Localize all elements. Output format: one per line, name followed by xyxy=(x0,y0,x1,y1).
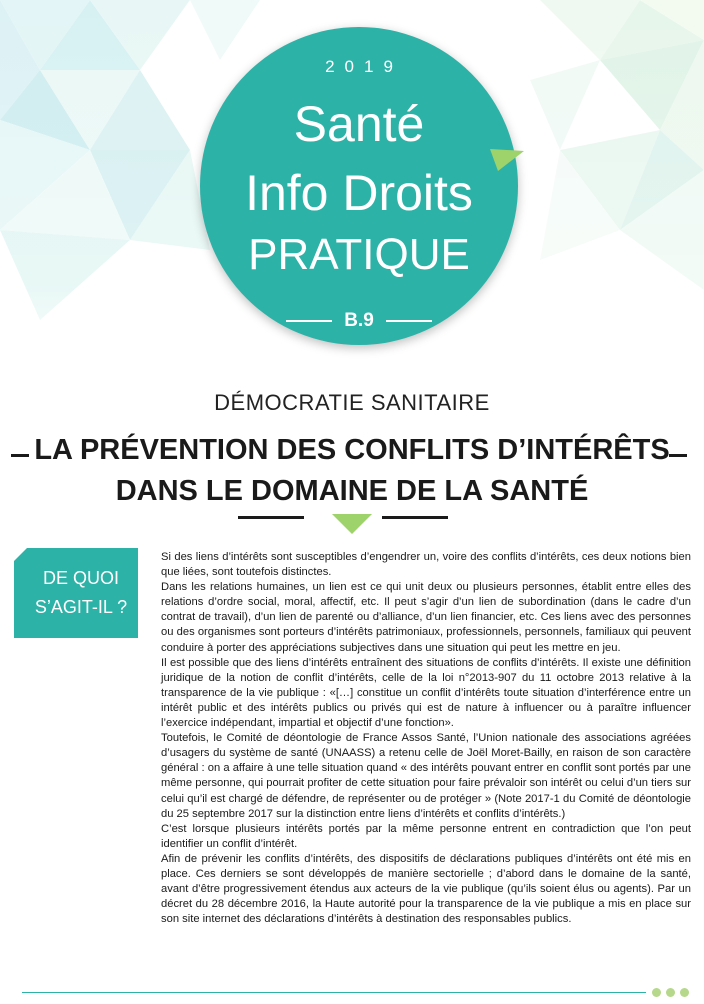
body-paragraph: Si des liens d’intérêts sont susceptibles d’engendrer un, voire des conflits d’intérêts, ces deux notions bien que liées, sont toutefois distinctes. xyxy=(161,551,691,579)
badge-title-line3: PRATIQUE xyxy=(248,230,470,279)
title-separator xyxy=(0,514,704,538)
body-paragraph: Toutefois, le Comité de déontologie de France Assos Santé, l’Union nationale des associations agréées d’usagers du système de santé (UNAASS) a retenu celle de Joël Moret-Bailly, en raison de son caractère général : on a affaire à une telle situation quand « des intérêts pouvant entrer en conflit sont portés par une même personne, qui pourrait profiter de cette situation pour faire prévaloir son intérêt ou celui d’un tiers sur celui qu’il est chargé de défendre, de représenter ou de protéger » (Note 2017-1 du Comité de déontologie du 25 septembre 2017 sur la distinction entre liens d’intérêts et conflits d’intérêts.) xyxy=(161,732,691,820)
badge-title-line2: Info Droits xyxy=(245,165,473,221)
badge-year: 2019 xyxy=(325,57,403,76)
footer-dots xyxy=(652,988,689,997)
sidebar-notch-icon xyxy=(13,548,27,562)
section-label: DÉMOCRATIE SANITAIRE xyxy=(214,390,490,415)
badge-divider-right xyxy=(386,320,432,322)
title-badge xyxy=(200,27,518,345)
sidebar-line1: DE QUOI xyxy=(42,568,119,588)
badge-code-row xyxy=(200,310,518,332)
footer-dot xyxy=(680,988,689,997)
green-flag-decoration xyxy=(490,149,524,173)
separator-line-right xyxy=(382,516,448,519)
sidebar-box xyxy=(14,548,138,638)
badge-code: B.9 xyxy=(344,310,374,331)
page-title-line1: LA PRÉVENTION DES CONFLITS D’INTÉRÊTS xyxy=(34,434,670,466)
body-paragraph: Afin de prévenir les conflits d’intérêts, des dispositifs de déclarations publiques d’intérêts ont été mis en place. Ces derniers se sont développés de manière sectorielle ; d’abord dans le domaine de la santé, avant d’être progressivement étendus aux acteurs de la vie publique (qu’ils soient élus ou agents). Par un décret du 28 décembre 2016, la Haute autorité pour la transparence de la vie publique a mis en place sur son site internet des déclarations d’intérêts à destination des responsables publics. xyxy=(161,852,691,926)
body-paragraph: C’est lorsque plusieurs intérêts portés par la même personne entrent en contradiction que l’on peut identifier un conflit d’intérêt. xyxy=(161,822,691,850)
separator-triangle-icon xyxy=(332,514,372,536)
separator-line-left xyxy=(238,516,304,519)
footer-line xyxy=(22,992,646,993)
badge-divider-left xyxy=(286,320,332,322)
page-title-line2: DANS LE DOMAINE DE LA SANTÉ xyxy=(115,475,589,507)
body-paragraph: Il est possible que des liens d’intérêts entraînent des situations de conflits d’intérêts. Il existe une définition juridique de la notion de conflit d’intérêts, celle de la loi n°2013-907 du 11 octobre 2013 relative à la transparence de la vie publique : «[…] constitue un conflit d’intérêts toute situation d’interférence entre un intérêt public et des intérêts publics ou privés qui est de nature à influencer ou à paraître influencer l’exercice indépendant, impartial et objectif d’une fonction». xyxy=(161,656,691,730)
footer-dot xyxy=(666,988,675,997)
page-title xyxy=(0,430,704,512)
body-paragraph: Dans les relations humaines, un lien est ce qui unit deux ou plusieurs personnes, établit entre elles des relations d’ordre social, moral, affectif, etc. Il peut s’agir d’un lien de subordination (dans le cadre d’un contrat de travail), d’un lien de parenté ou d’alliance, d’un lien financier, etc. Ces liens avec des personnes ou des organismes sont porteurs d’intérêts patrimoniaux, professionnels, personnels, familiaux qui peuvent conduire à porter des appréciations subjectives dans une situation qui peut les mettre en jeu. xyxy=(161,581,691,654)
footer-dot xyxy=(652,988,661,997)
body-text xyxy=(161,550,691,927)
sidebar-line2: S’AGIT-IL ? xyxy=(34,597,128,617)
badge-title-line1: Santé xyxy=(293,96,425,152)
sidebar-box-text xyxy=(24,564,138,622)
